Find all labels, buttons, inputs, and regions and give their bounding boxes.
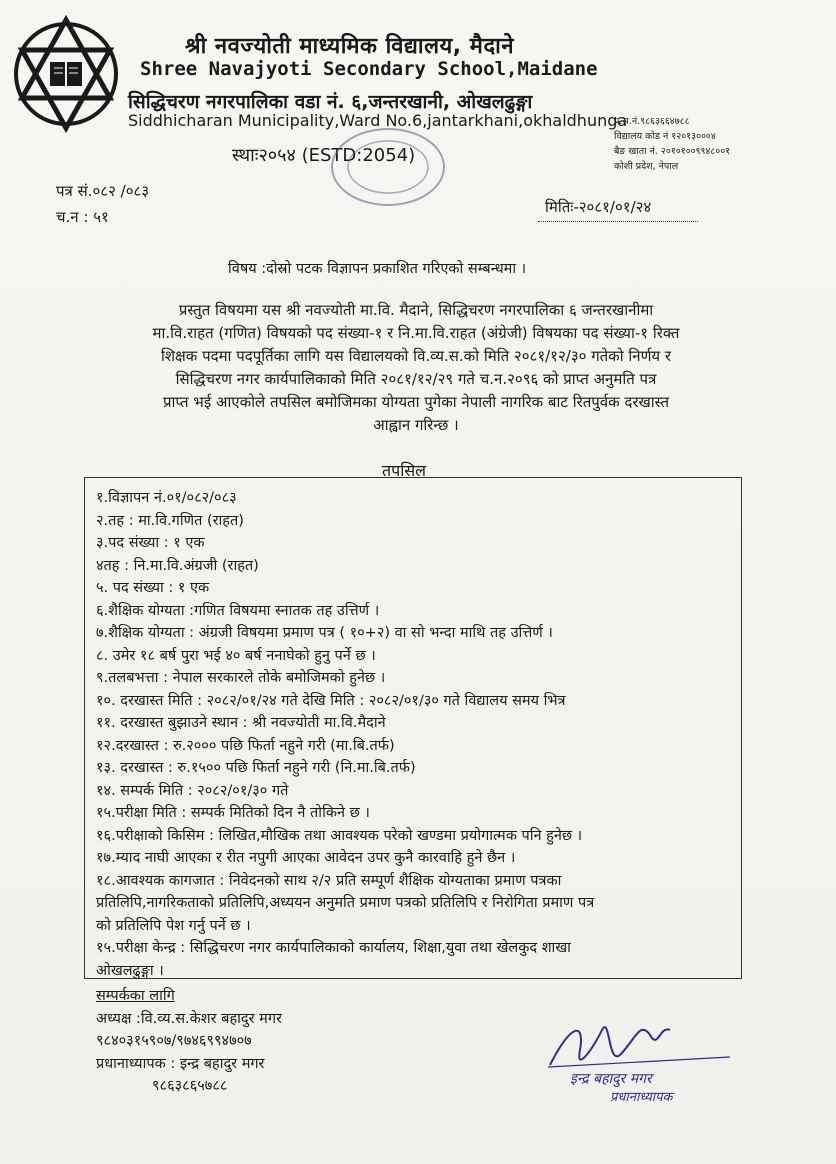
school-name-nepali: श्री नवज्योती माध्यमिक विद्यालय, मैदाने xyxy=(185,34,515,59)
list-item: ८. उमेर १८ बर्ष पुरा भई ४० बर्ष ननाघेको हुनु पर्ने छ । xyxy=(96,647,376,664)
list-item: ओखलढुङ्गा । xyxy=(96,962,164,979)
contact-heading: सम्पर्कका लागि xyxy=(96,988,175,1004)
principal-name: प्रधानाध्यापक : इन्द्र बहादुर मगर xyxy=(96,1055,265,1072)
list-item: १२.दरखास्त : रु.२००० पछि फिर्ता नहुने गरी (मा.बि.तर्फ) xyxy=(96,737,395,754)
list-item: प्रतिलिपि,नागरिकताको प्रतिलिपि,अध्ययन अनुमति प्रमाण पत्रको प्रतिलिपि र निरोगिता प्रमाण पत्र xyxy=(96,895,595,911)
letter-number: पत्र सं.०८२ /०८३ xyxy=(56,182,150,200)
list-item: ९.तलबभत्ता : नेपाल सरकारले तोके बमोजिमको हुनेछ । xyxy=(96,670,386,686)
date-underline xyxy=(538,221,698,222)
address-english: Siddhicharan Municipality,Ward No.6,jantarkhani,okhaldhunga xyxy=(128,111,628,130)
list-item: १४. सम्पर्क मिति : २०८२/०१/३० गते xyxy=(96,782,289,799)
school-logo xyxy=(10,12,122,136)
list-item: १५.परीक्षा केन्द्र : सिद्धिचरण नगर कार्यपालिकाको कार्यालय, शिक्षा,युवा तथा खेलकुद शाखा xyxy=(96,940,571,956)
chairperson-name: अध्यक्ष :वि.व्य.स.केशर बहादुर मगर xyxy=(96,1010,282,1027)
list-item: ३.पद संख्या : १ एक xyxy=(96,535,205,551)
chairperson-phone: ९८४०३१५९०७/९७४६९९४७०७ xyxy=(96,1033,252,1049)
list-item: १५.परीक्षा मिति : सम्पर्क मितिको दिन नै तोकिने छ । xyxy=(96,805,370,821)
body-line: सिद्धिचरण नगर कार्यपालिकाको मिति २०८१/१२/२९ गते च.न.२०९६ को प्राप्त अनुमति पत्र xyxy=(175,370,657,388)
details-heading: तपसिल xyxy=(382,461,427,480)
signature-title: प्रधानाध्यापक xyxy=(610,1090,673,1105)
registration-line: विद्यालय कोड नं १२०१३०००४ xyxy=(614,131,716,142)
established-year: स्थाः२०५४ (ESTD:2054) xyxy=(232,145,416,166)
list-item: १८.आवश्यक कागजात : निवेदनको साथ २/२ प्रति सम्पूर्ण शैक्षिक योग्यताका प्रमाण पत्रका xyxy=(96,872,562,889)
list-item: १७.म्याद नाघी आएका र रीत नपुगी आएका आवेदन उपर कुनै कारवाहि हुने छैन । xyxy=(96,850,516,866)
list-item: १.विज्ञापन नं.०१/०८२/०८३ xyxy=(96,490,237,506)
letter-date: मितिः-२०८१/०१/२४ xyxy=(545,198,652,216)
list-item: २.तह : मा.वि.गणित (राहत) xyxy=(96,512,244,529)
list-item: ६.शैक्षिक योग्यता :गणित विषयमा स्नातक तह उत्तिर्ण । xyxy=(96,602,380,619)
school-stamp xyxy=(328,125,448,209)
list-item: ७.शैक्षिक योग्यता : अंग्रजी विषयमा प्रमाण पत्र ( १०+२) वा सो भन्दा माथि तह उत्तिर्ण । xyxy=(96,625,553,641)
body-line: प्रस्तुत विषयमा यस श्री नवज्योती मा.वि. मैदाने, सिद्धिचरण नगरपालिका ६ जन्तरखानीमा xyxy=(178,301,654,319)
address-nepali: सिद्धिचरण नगरपालिका वडा नं. ६,जन्तरखानी, ओखलढुङ्गा xyxy=(128,91,533,113)
details-list xyxy=(96,487,736,982)
registration-line: कोशी प्रदेश, नेपाल xyxy=(614,161,679,172)
signature-name: इन्द्र बहादुर मगर xyxy=(570,1071,652,1087)
contact-block xyxy=(96,985,282,1098)
dispatch-number: च.न : ५१ xyxy=(56,208,109,226)
body-paragraph xyxy=(86,299,746,437)
body-line: आह्वान गरिन्छ । xyxy=(373,416,459,434)
reference-block xyxy=(56,178,149,230)
subject-line: विषय :दोस्रो पटक विज्ञापन प्रकाशित गरिएको सम्बन्धमा । xyxy=(228,261,527,277)
registration-line: बैङ खाता नं. २०१०१००९९४८००१ xyxy=(614,146,731,157)
body-line: मा.वि.राहत (गणित) विषयको पद संख्या-१ र नि.मा.वि.राहत (अंग्रेजी) विषयका पद संख्या-१ रिक्त xyxy=(152,324,680,342)
registration-line: प्र.स.नं.९८६३६६४७८८ xyxy=(614,116,690,127)
list-item: ५. पद संख्या : १ एक xyxy=(96,580,210,596)
list-item: १३. दरखास्त : रु.१५०० पछि फिर्ता नहुने गरी (नि.मा.बि.तर्फ) xyxy=(96,760,416,776)
body-line: शिक्षक पदमा पदपूर्तिका लागि यस विद्यालयको वि.व्य.स.को मिति २०८१/१२/३० गतेको निर्णय र xyxy=(160,347,672,365)
list-item: १०. दरखास्त मिति : २०८२/०१/२४ गते देखि मिति : २०८२/०१/३० गते विद्यालय समय भित्र xyxy=(96,692,566,709)
principal-phone: ९८६३८६५७८८ xyxy=(152,1078,228,1094)
body-line: प्राप्त भई आएकोले तपसिल बमोजिमका योग्यता पुगेका नेपाली नागरिक बाट रितपुर्वक दरखास्त xyxy=(162,393,670,411)
school-name-english: Shree Navajyoti Secondary School,Maidane xyxy=(140,58,598,80)
list-item: को प्रतिलिपि पेश गर्नु पर्ने छ । xyxy=(96,917,251,934)
registration-info xyxy=(614,114,730,174)
list-item: ४तह : नि.मा.वि.अंग्रजी (राहत) xyxy=(96,557,259,574)
list-item: १६.परीक्षाको किसिम : लिखित,मौखिक तथा आवश्यक परेको खण्डमा प्रयोगात्मक पनि हुनेछ । xyxy=(96,827,583,844)
list-item: ११. दरखास्त बुझाउने स्थान : श्री नवज्योती मा.वि.मैदाने xyxy=(96,715,386,731)
principal-signature xyxy=(540,1005,740,1105)
